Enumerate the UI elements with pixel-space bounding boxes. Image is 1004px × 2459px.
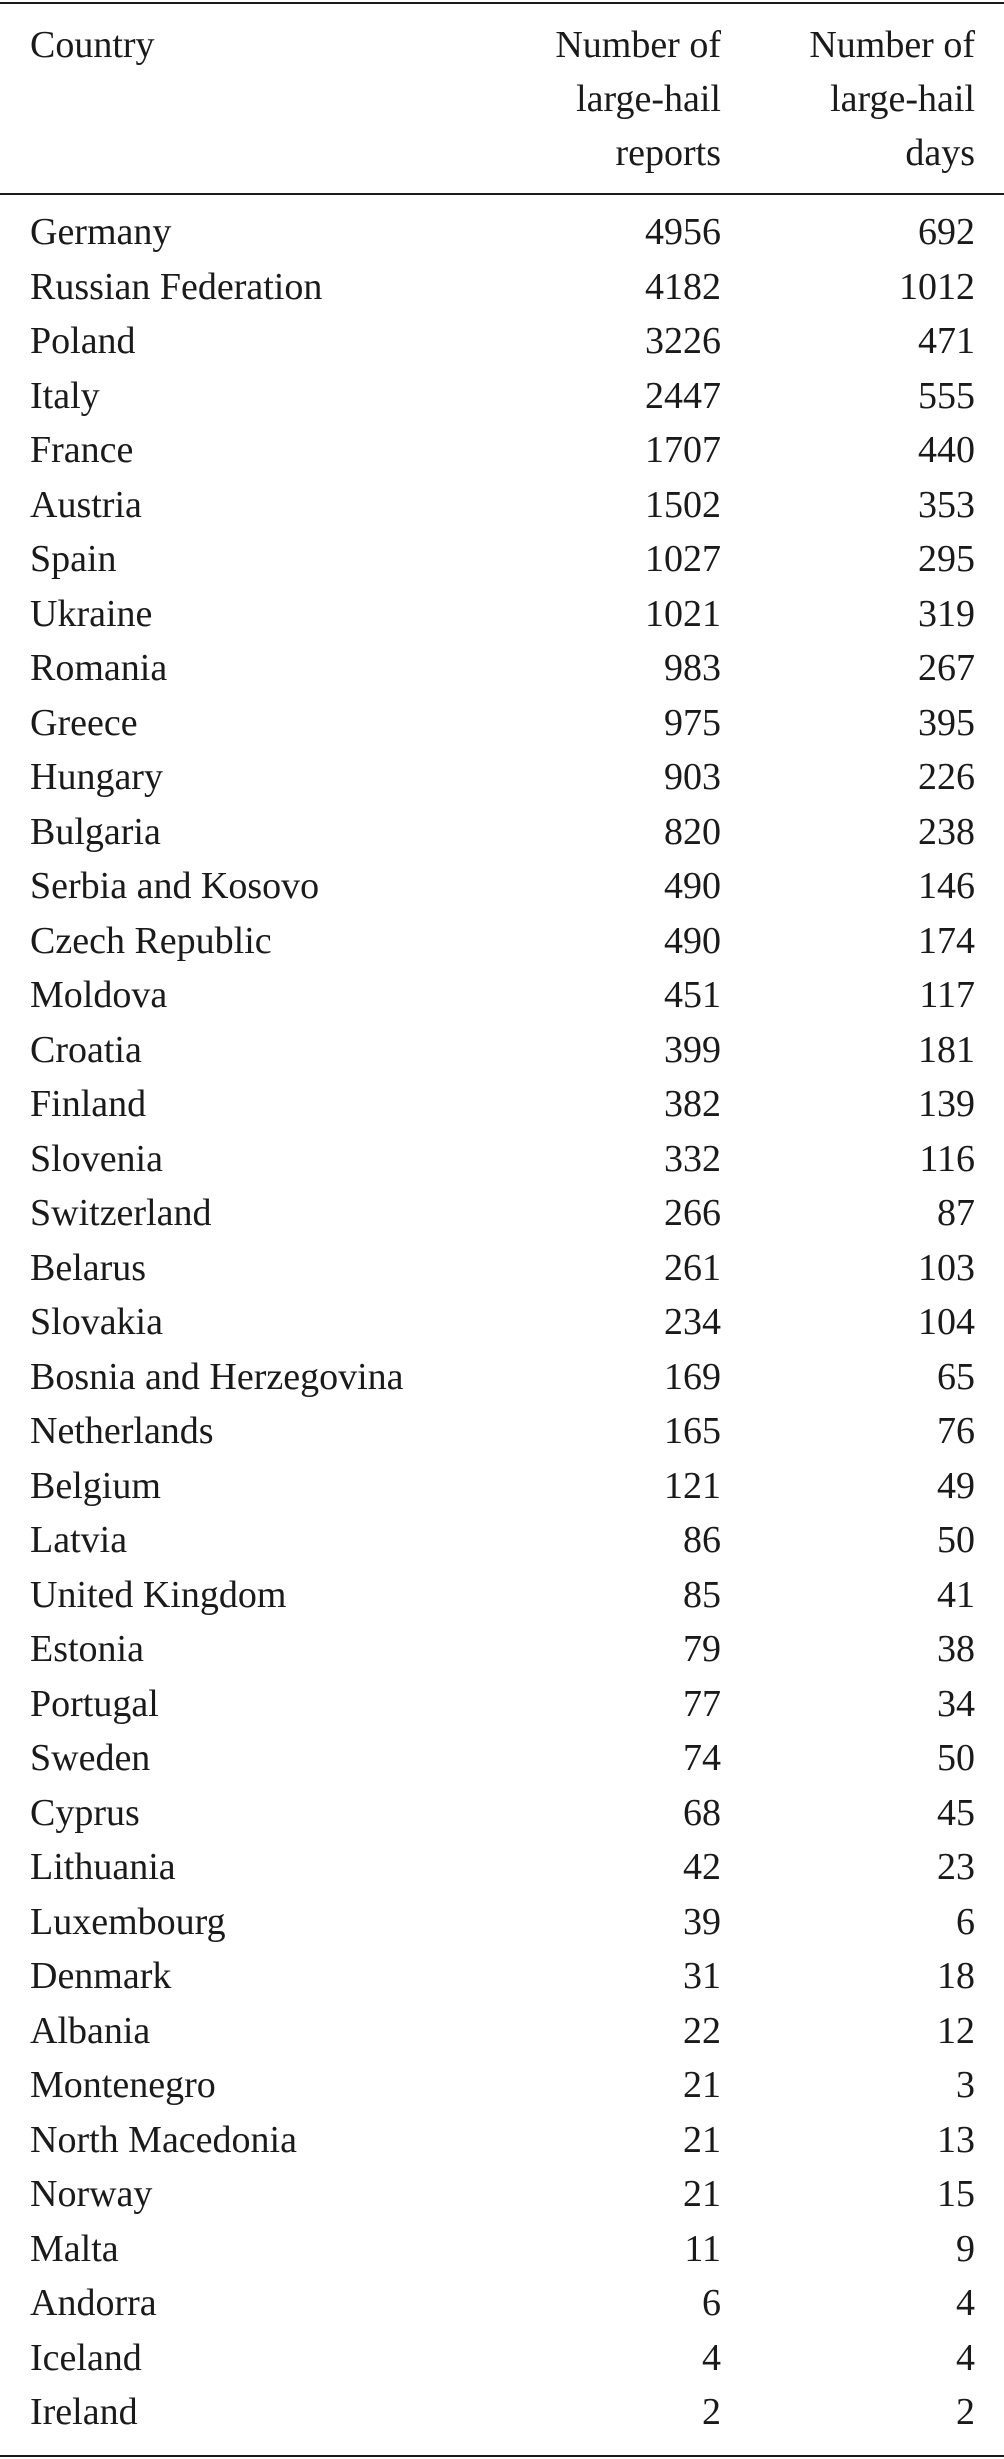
cell-country: Switzerland bbox=[30, 1192, 212, 1234]
cell-days: 87 bbox=[937, 1192, 975, 1234]
cell-country: Poland bbox=[30, 320, 136, 362]
cell-reports: 490 bbox=[664, 919, 721, 962]
table-row bbox=[0, 1622, 1004, 1677]
cell-country: Russian Federation bbox=[30, 265, 323, 308]
cell-country: Germany bbox=[30, 211, 172, 253]
cell-country: Spain bbox=[30, 538, 117, 580]
cell-days: 238 bbox=[918, 810, 975, 853]
cell-days: 50 bbox=[937, 1737, 975, 1779]
cell-country: Latvia bbox=[30, 1519, 128, 1561]
table-row bbox=[0, 641, 1004, 696]
table-row bbox=[0, 1786, 1004, 1841]
header-days-line3: days bbox=[905, 132, 975, 174]
cell-days: 267 bbox=[918, 647, 975, 689]
cell-days: 139 bbox=[918, 1083, 975, 1125]
cell-days: 15 bbox=[937, 2173, 975, 2215]
table-row bbox=[0, 2004, 1004, 2059]
table-row bbox=[0, 205, 1004, 260]
cell-country: Moldova bbox=[30, 974, 168, 1016]
cell-days: 146 bbox=[918, 865, 975, 907]
table-row bbox=[0, 2222, 1004, 2277]
cell-reports: 234 bbox=[664, 1301, 721, 1343]
cell-days: 181 bbox=[918, 1028, 975, 1071]
cell-reports: 1502 bbox=[645, 483, 721, 526]
table-row bbox=[0, 1241, 1004, 1296]
cell-reports: 21 bbox=[683, 2118, 721, 2161]
cell-days: 2 bbox=[956, 2391, 975, 2433]
table-row bbox=[0, 587, 1004, 642]
table-row bbox=[0, 2058, 1004, 2113]
cell-country: North Macedonia bbox=[30, 2118, 297, 2161]
table-row bbox=[0, 1404, 1004, 1459]
table-row bbox=[0, 314, 1004, 369]
cell-reports: 2 bbox=[702, 2391, 721, 2433]
cell-reports: 2447 bbox=[645, 374, 721, 417]
cell-days: 49 bbox=[937, 1464, 975, 1507]
header-rule bbox=[0, 193, 1004, 195]
top-rule bbox=[0, 2, 1004, 4]
cell-country: Austria bbox=[30, 483, 142, 526]
cell-reports: 6 bbox=[702, 2282, 721, 2324]
table-row bbox=[0, 2113, 1004, 2168]
cell-reports: 165 bbox=[664, 1410, 721, 1452]
cell-reports: 266 bbox=[664, 1192, 721, 1234]
cell-country: France bbox=[30, 429, 134, 471]
cell-reports: 490 bbox=[664, 865, 721, 907]
cell-days: 9 bbox=[956, 2227, 975, 2270]
table-row bbox=[0, 2331, 1004, 2386]
cell-days: 692 bbox=[918, 211, 975, 253]
cell-country: Czech Republic bbox=[30, 919, 272, 962]
cell-country: Denmark bbox=[30, 1955, 172, 1997]
header-reports-line2: large-hail bbox=[576, 78, 721, 120]
cell-reports: 903 bbox=[664, 756, 721, 798]
cell-country: Hungary bbox=[30, 756, 163, 798]
cell-days: 440 bbox=[918, 429, 975, 471]
cell-reports: 975 bbox=[664, 701, 721, 744]
cell-country: Croatia bbox=[30, 1028, 142, 1071]
cell-days: 103 bbox=[918, 1246, 975, 1289]
cell-reports: 11 bbox=[684, 2227, 721, 2270]
cell-reports: 21 bbox=[683, 2173, 721, 2215]
cell-days: 174 bbox=[918, 919, 975, 962]
cell-country: Luxembourg bbox=[30, 1900, 226, 1943]
cell-reports: 332 bbox=[664, 1137, 721, 1180]
header-days bbox=[755, 18, 975, 180]
cell-reports: 31 bbox=[683, 1955, 721, 1997]
cell-days: 65 bbox=[937, 1355, 975, 1398]
cell-days: 1012 bbox=[899, 265, 975, 308]
cell-country: Finland bbox=[30, 1083, 147, 1125]
cell-days: 471 bbox=[918, 320, 975, 362]
cell-days: 116 bbox=[919, 1137, 975, 1180]
cell-days: 4 bbox=[956, 2336, 975, 2379]
cell-days: 4 bbox=[956, 2282, 975, 2324]
cell-days: 45 bbox=[937, 1791, 975, 1834]
cell-country: Slovenia bbox=[30, 1137, 163, 1180]
cell-country: Estonia bbox=[30, 1628, 144, 1670]
cell-reports: 68 bbox=[683, 1791, 721, 1834]
cell-days: 18 bbox=[937, 1955, 975, 1997]
cell-days: 50 bbox=[937, 1519, 975, 1561]
table-row bbox=[0, 2385, 1004, 2440]
cell-reports: 3226 bbox=[645, 320, 721, 362]
table-row bbox=[0, 1513, 1004, 1568]
table-row bbox=[0, 914, 1004, 969]
cell-reports: 261 bbox=[664, 1246, 721, 1289]
cell-country: Sweden bbox=[30, 1737, 151, 1779]
table-row bbox=[0, 1677, 1004, 1732]
table-row bbox=[0, 2167, 1004, 2222]
cell-days: 12 bbox=[937, 2009, 975, 2052]
cell-country: Albania bbox=[30, 2009, 151, 2052]
cell-reports: 21 bbox=[683, 2064, 721, 2106]
cell-reports: 42 bbox=[683, 1846, 721, 1888]
cell-reports: 451 bbox=[664, 974, 721, 1016]
cell-reports: 382 bbox=[664, 1083, 721, 1125]
table-row bbox=[0, 1132, 1004, 1187]
cell-days: 6 bbox=[956, 1900, 975, 1943]
cell-country: Serbia and Kosovo bbox=[30, 865, 320, 907]
table-header bbox=[0, 10, 1004, 185]
table-row bbox=[0, 1459, 1004, 1514]
table-row bbox=[0, 750, 1004, 805]
table-row bbox=[0, 1350, 1004, 1405]
table-row bbox=[0, 696, 1004, 751]
cell-country: Bosnia and Herzegovina bbox=[30, 1355, 404, 1398]
header-reports-line3: reports bbox=[615, 132, 721, 174]
cell-country: Ireland bbox=[30, 2391, 138, 2433]
cell-country: Greece bbox=[30, 701, 138, 744]
table-row bbox=[0, 1568, 1004, 1623]
table-row bbox=[0, 423, 1004, 478]
cell-country: Italy bbox=[30, 374, 100, 417]
table-row bbox=[0, 532, 1004, 587]
cell-days: 34 bbox=[937, 1682, 975, 1725]
table-row bbox=[0, 1077, 1004, 1132]
cell-reports: 39 bbox=[683, 1900, 721, 1943]
cell-days: 353 bbox=[918, 483, 975, 526]
cell-days: 395 bbox=[918, 701, 975, 744]
cell-reports: 121 bbox=[664, 1464, 721, 1507]
table-body bbox=[0, 205, 1004, 2440]
cell-reports: 77 bbox=[683, 1682, 721, 1725]
header-reports bbox=[481, 18, 721, 180]
cell-reports: 74 bbox=[683, 1737, 721, 1779]
header-days-line1: Number of bbox=[809, 24, 975, 66]
table-row bbox=[0, 1186, 1004, 1241]
cell-country: Lithuania bbox=[30, 1846, 176, 1888]
cell-reports: 1027 bbox=[645, 538, 721, 580]
cell-country: Andorra bbox=[30, 2282, 157, 2324]
cell-reports: 22 bbox=[683, 2009, 721, 2052]
cell-reports: 79 bbox=[683, 1628, 721, 1670]
cell-days: 23 bbox=[937, 1846, 975, 1888]
cell-country: Cyprus bbox=[30, 1791, 140, 1834]
header-reports-line1: Number of bbox=[555, 24, 721, 66]
cell-days: 319 bbox=[918, 592, 975, 635]
cell-country: Bulgaria bbox=[30, 810, 161, 853]
cell-days: 117 bbox=[919, 974, 975, 1016]
cell-reports: 4 bbox=[702, 2336, 721, 2379]
table-row bbox=[0, 260, 1004, 315]
cell-days: 76 bbox=[937, 1410, 975, 1452]
cell-country: Montenegro bbox=[30, 2064, 216, 2106]
table-row bbox=[0, 968, 1004, 1023]
cell-days: 295 bbox=[918, 538, 975, 580]
cell-country: Malta bbox=[30, 2227, 119, 2270]
cell-reports: 1707 bbox=[645, 429, 721, 471]
table-row bbox=[0, 1731, 1004, 1786]
cell-country: Slovakia bbox=[30, 1301, 163, 1343]
cell-country: Iceland bbox=[30, 2336, 142, 2379]
cell-days: 555 bbox=[918, 374, 975, 417]
cell-reports: 85 bbox=[683, 1573, 721, 1616]
cell-days: 13 bbox=[937, 2118, 975, 2161]
table-row bbox=[0, 805, 1004, 860]
cell-country: Belarus bbox=[30, 1246, 147, 1289]
cell-reports: 399 bbox=[664, 1028, 721, 1071]
cell-reports: 820 bbox=[664, 810, 721, 853]
cell-days: 3 bbox=[956, 2064, 975, 2106]
cell-days: 104 bbox=[918, 1301, 975, 1343]
cell-days: 41 bbox=[937, 1573, 975, 1616]
cell-country: United Kingdom bbox=[30, 1573, 287, 1616]
cell-country: Ukraine bbox=[30, 592, 153, 635]
cell-country: Norway bbox=[30, 2173, 153, 2215]
cell-reports: 86 bbox=[683, 1519, 721, 1561]
table-row bbox=[0, 478, 1004, 533]
cell-country: Netherlands bbox=[30, 1410, 214, 1452]
cell-days: 226 bbox=[918, 756, 975, 798]
cell-country: Romania bbox=[30, 647, 168, 689]
table-row bbox=[0, 1895, 1004, 1950]
cell-reports: 4956 bbox=[645, 211, 721, 253]
cell-reports: 1021 bbox=[645, 592, 721, 635]
table-row bbox=[0, 1295, 1004, 1350]
cell-reports: 4182 bbox=[645, 265, 721, 308]
cell-reports: 983 bbox=[664, 647, 721, 689]
bottom-rule bbox=[0, 2455, 1004, 2457]
cell-days: 38 bbox=[937, 1628, 975, 1670]
header-days-line2: large-hail bbox=[830, 78, 975, 120]
cell-country: Belgium bbox=[30, 1464, 161, 1507]
table-row bbox=[0, 1023, 1004, 1078]
table-row bbox=[0, 859, 1004, 914]
cell-country: Portugal bbox=[30, 1682, 159, 1725]
table-row bbox=[0, 369, 1004, 424]
table-row bbox=[0, 2276, 1004, 2331]
table-row bbox=[0, 1840, 1004, 1895]
cell-reports: 169 bbox=[664, 1355, 721, 1398]
table-row bbox=[0, 1949, 1004, 2004]
header-country: Country bbox=[30, 24, 155, 66]
